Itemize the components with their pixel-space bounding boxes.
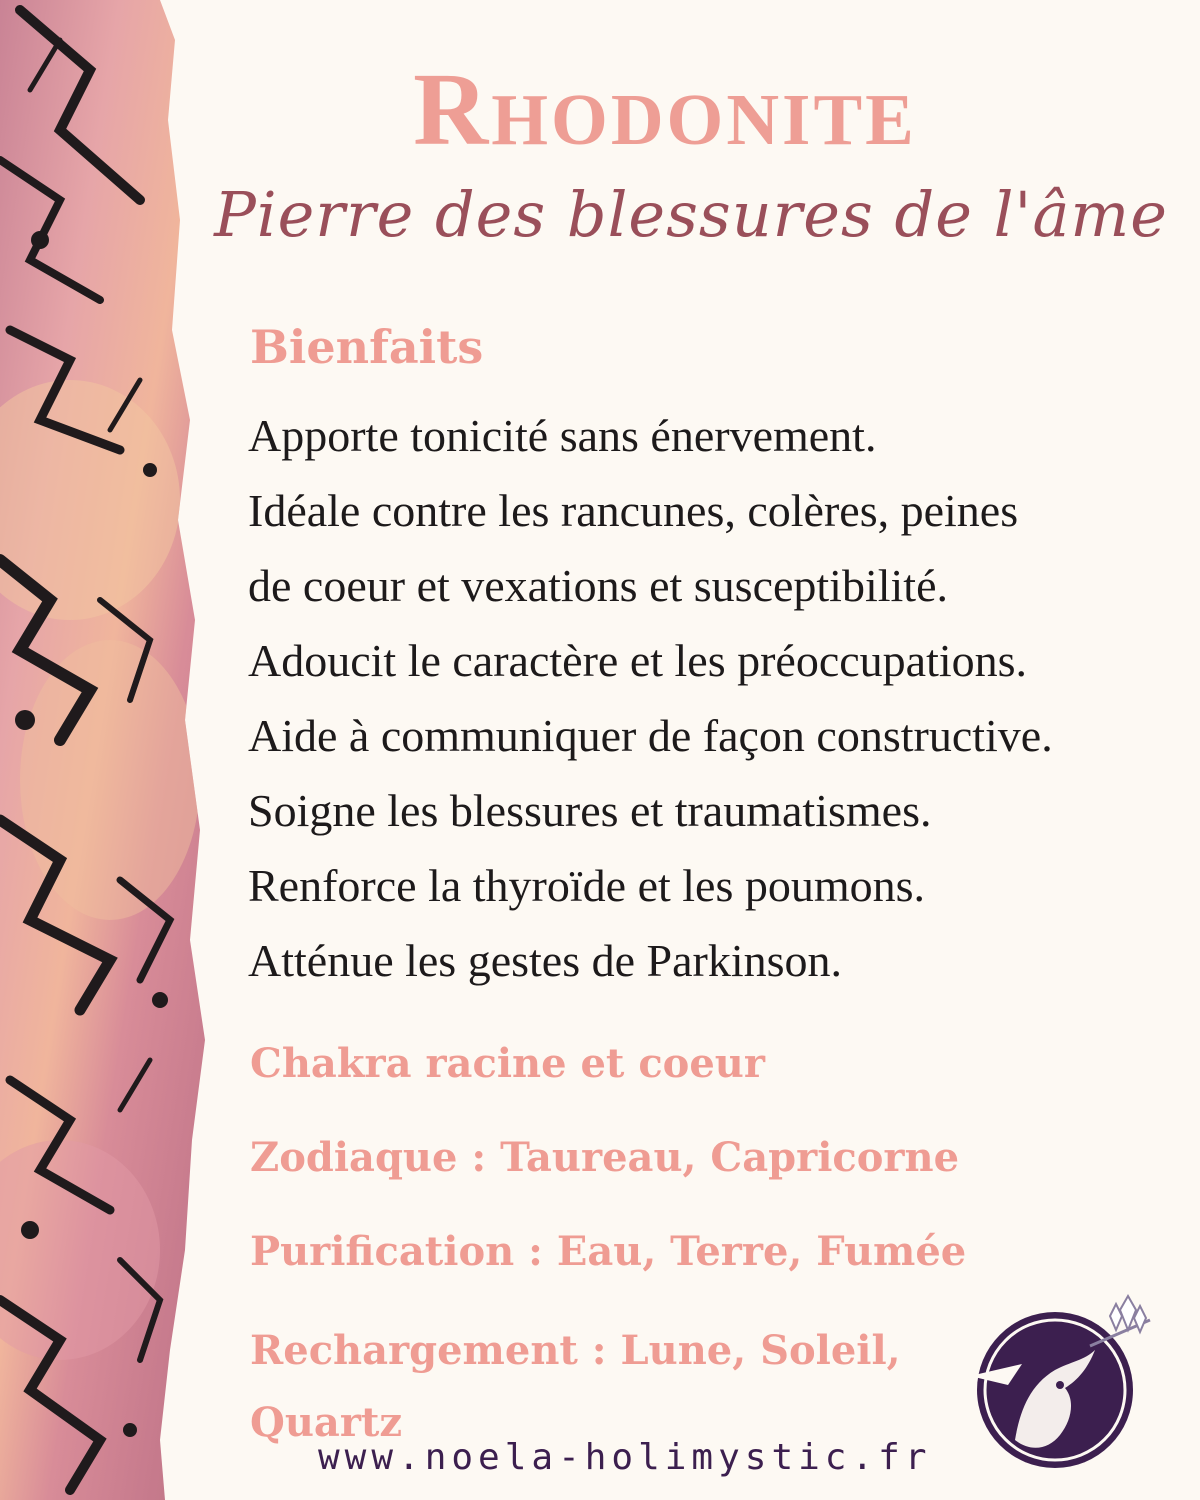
benefit-item: Soigne les blessures et traumatismes. <box>248 785 932 836</box>
website-url[interactable]: www.noela-holimystic.fr <box>318 1437 932 1478</box>
benefit-item: Atténue les gestes de Parkinson. <box>248 935 843 986</box>
benefit-item: Renforce la thyroïde et les poumons. <box>248 860 926 911</box>
benefit-item: Apporte tonicité sans énervement. <box>248 410 877 461</box>
benefit-item: Aide à communiquer de façon constructive. <box>248 710 1053 761</box>
chakra-fact: Chakra racine et coeur <box>250 1040 765 1087</box>
benefits-list <box>248 398 1053 998</box>
benefit-item: Adoucit le caractère et les préoccupations. <box>248 635 1028 686</box>
benefits-heading: Bienfaits <box>250 320 484 374</box>
benefit-item: Idéale contre les rancunes, colères, peines <box>248 485 1019 536</box>
page-subtitle: Pierre des blessures de l'âme <box>214 178 1168 251</box>
page-title: Rhodonite <box>413 52 917 167</box>
purification-fact: Purification : Eau, Terre, Fumée <box>250 1228 967 1275</box>
crystal-bird-logo <box>960 1290 1160 1470</box>
benefit-item: de coeur et vexations et susceptibilité. <box>248 560 948 611</box>
recharge-fact: Rechargement : Lune, Soleil, Quartz <box>250 1327 901 1446</box>
zodiac-fact: Zodiaque : Taureau, Capricorne <box>250 1134 960 1181</box>
